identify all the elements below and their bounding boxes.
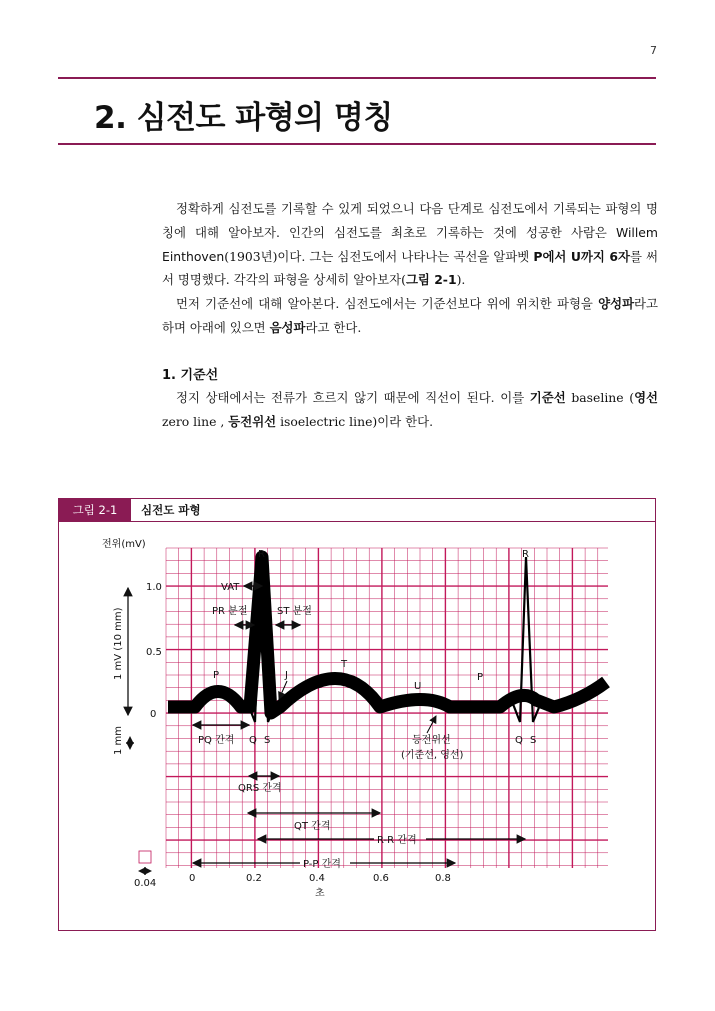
paragraph-3-bold-c: 등전위선 <box>228 413 277 429</box>
section-title: 1. 기준선 <box>162 368 219 383</box>
label-vat: VAT <box>221 582 240 593</box>
x-tick-0: 0 <box>189 873 196 884</box>
figure-reference-link: 그림 2-1 <box>405 272 457 288</box>
figure-title: 심전도 파형 <box>141 503 201 517</box>
label-isoelectric-sub: (기준선, 영선) <box>401 750 464 761</box>
paragraph-3-bold-a: 기준선 <box>529 390 566 405</box>
paragraph-1-year: (1903년) <box>224 248 278 264</box>
vertical-scale-label: 1 mV (10 mm) <box>113 607 124 680</box>
ecg-waveform <box>168 557 606 713</box>
x-tick-0-4: 0.4 <box>309 873 325 884</box>
label-q-2: Q <box>515 735 523 746</box>
paragraph-1-bold: P에서 U까지 6자 <box>533 248 630 264</box>
label-pp-interval: P-P 간격 <box>303 859 341 870</box>
paragraph-1-text-a: 정확하게 심전도를 기록할 수 있게 되었으니 다음 단계로 심전도에서 기록되는 파형의 명칭에 대해 알아보자. 인간의 심전도를 최초로 기록하는 것에 성공한 사람은 <box>162 201 658 240</box>
paragraph-3-bold-b: 영선 <box>634 390 659 405</box>
paragraph-2-text-c: 라고 한다. <box>305 319 362 335</box>
label-j: J <box>285 670 288 681</box>
label-u: U <box>414 681 422 692</box>
label-s-2: S <box>530 735 537 746</box>
small-square <box>139 851 151 863</box>
label-r-1: R <box>258 549 265 560</box>
paragraph-1-name: Willem Einthoven <box>162 224 658 264</box>
small-time-label: 0.04 <box>134 878 157 889</box>
label-rr-interval: R-R 간격 <box>377 835 417 846</box>
paragraph-1-text-b: 이다. 그는 심전도에서 나타나는 곡선을 알파벳 <box>277 248 534 264</box>
paragraph-1-paren-close: ). <box>456 272 466 288</box>
paragraph-3-en-c: isoelectric line) <box>276 413 378 429</box>
isoelectric-pointer <box>427 716 436 733</box>
label-p-1: P <box>213 670 220 681</box>
paragraph-3-text-a: 정지 상태에서는 전류가 흐르지 않기 때문에 직선이 된다. 이를 <box>176 390 530 405</box>
x-axis-unit: 초 <box>315 888 325 899</box>
figure-label: 그림 2-1 <box>59 499 131 521</box>
y-axis-label: 전위(mV) <box>102 539 146 550</box>
page-number: 7 <box>650 44 657 57</box>
paragraph-3-en-a: baseline ( <box>565 390 635 405</box>
label-q-1: Q <box>249 735 257 746</box>
label-st-segment: ST 분절 <box>277 606 312 617</box>
label-p-2: P <box>477 672 484 683</box>
label-pq-interval: PQ 간격 <box>198 735 235 746</box>
paragraph-1-text-c: 를 써서 명명했다. 각각의 파형을 상세히 알아보자 <box>162 248 658 288</box>
label-s-1: S <box>264 735 271 746</box>
chapter-title: 2. 심전도 파형의 명칭 <box>94 100 393 136</box>
small-scale-label: 1 mm <box>113 725 124 755</box>
x-tick-0-8: 0.8 <box>435 873 451 884</box>
label-qt-interval: QT 간격 <box>294 821 331 832</box>
paragraph-1-paren-open: ( <box>401 272 406 288</box>
label-qrs-interval: QRS 간격 <box>238 783 282 794</box>
x-tick-0-2: 0.2 <box>246 873 262 884</box>
y-tick-1: 1.0 <box>146 582 162 593</box>
paragraph-3-text-b: 이라 한다. <box>377 413 434 429</box>
label-t: T <box>341 659 348 670</box>
y-tick-0: 0 <box>150 709 157 720</box>
label-pr-segment: PR 분절 <box>212 606 248 617</box>
paragraph-2-bold-b: 음성파 <box>269 319 306 335</box>
x-tick-0-6: 0.6 <box>373 873 389 884</box>
paragraph-3-en-b: zero line , <box>162 413 229 429</box>
y-tick-0-5: 0.5 <box>146 647 162 658</box>
paragraph-2-bold-a: 양성파 <box>598 296 635 311</box>
paragraph-2-text-a: 먼저 기준선에 대해 알아본다. 심전도에서는 기준선보다 위에 위치한 파형을 <box>176 296 599 311</box>
label-isoelectric: 등전위선 <box>412 735 451 746</box>
paragraph-2-text-b: 라고 하며 아래에 있으면 <box>162 296 658 335</box>
label-r-2: R <box>522 549 529 560</box>
